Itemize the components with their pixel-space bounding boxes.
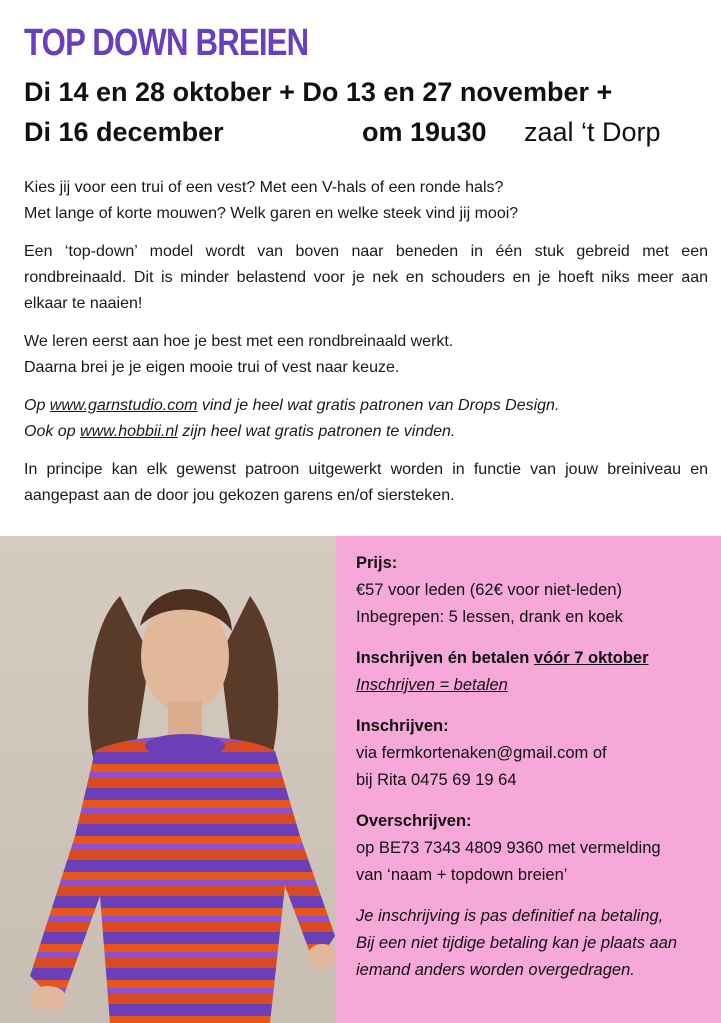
price-heading: Prijs:: [356, 554, 398, 572]
register-email: via fermkortenaken@gmail.com of: [356, 744, 607, 762]
transfer-block: [356, 808, 716, 889]
p4-suffix-2: zijn heel wat gratis patronen te vinden.: [177, 423, 456, 440]
register-phone: bij Rita 0475 69 19 64: [356, 771, 517, 789]
note-line-3: iemand anders worden overgedragen.: [356, 961, 635, 979]
deadline-block: [356, 645, 716, 699]
intro-p3-line2: Daarna brei je je eigen mooie trui of vest naar keuze.: [24, 359, 400, 376]
intro-paragraph-4: [24, 393, 708, 445]
intro-paragraph-5: In principe kan elk gewenst patroon uitgewerkt worden in functie van jouw breiniveau en aangepast aan de door jou gekozen garens en/of siersteken.: [24, 461, 708, 504]
garnstudio-link[interactable]: www.garnstudio.com: [49, 397, 198, 414]
intro-paragraph-2: Een ‘top-down’ model wordt van boven naar beneden in één stuk gebreid met een rondbreinaald. Dit is minder belastend voor je nek en schouders en je hoeft niks meer aan elkaar te naaien!: [24, 243, 708, 312]
intro-paragraph-3: [24, 329, 708, 381]
price-line-1: €57 voor leden (62€ voor niet-leden): [356, 581, 623, 599]
p4-suffix-1: vind je heel wat gratis patronen van Drops Design.: [197, 397, 560, 414]
note-line-1: Je inschrijving is pas definitief na betaling,: [356, 907, 664, 925]
deadline-note: Inschrijven = betalen: [356, 676, 508, 694]
hobbii-link[interactable]: www.hobbii.nl: [80, 423, 178, 440]
note-line-2: Bij een niet tijdige betaling kan je plaats aan: [356, 934, 678, 952]
deadline-prefix: Inschrijven én betalen: [356, 649, 534, 667]
p4-prefix-1: Op: [24, 397, 50, 414]
transfer-line-2: van ‘naam + topdown breien’: [356, 866, 568, 884]
intro-text: [24, 175, 708, 521]
register-block: [356, 713, 716, 794]
deadline-date: vóór 7 oktober: [533, 649, 649, 667]
payment-note: [356, 903, 716, 984]
price-block: [356, 550, 716, 631]
deadline-line: [356, 645, 716, 672]
price-line-2: Inbegrepen: 5 lessen, drank en koek: [356, 608, 623, 626]
intro-p3-line1: We leren eerst aan hoe je best met een rondbreinaald werkt.: [24, 333, 454, 350]
p4-prefix-2: Ook op: [24, 423, 81, 440]
intro-p1-line1: Kies jij voor een trui of een vest? Met een V-hals of een ronde hals?: [24, 179, 504, 196]
dates-line-2: Di 16 december: [24, 117, 224, 147]
page-title: TOP DOWN BREIEN: [24, 22, 309, 64]
model-illustration: [0, 536, 336, 1023]
venue-label: zaal ‘t Dorp: [524, 117, 661, 147]
dates-block: [24, 72, 714, 152]
time-label: om 19u30: [362, 117, 487, 147]
intro-p1-line2: Met lange of korte mouwen? Welk garen en welke steek vind jij mooi?: [24, 205, 519, 222]
transfer-line-1: op BE73 7343 4809 9360 met vermelding: [356, 839, 661, 857]
register-heading: Inschrijven:: [356, 717, 449, 735]
dates-line-1: Di 14 en 28 oktober + Do 13 en 27 november +: [24, 77, 613, 107]
transfer-heading: Overschrijven:: [356, 812, 472, 830]
sweater-model-photo: [0, 536, 336, 1023]
intro-paragraph-1: [24, 175, 708, 227]
info-panel: [336, 536, 721, 1023]
